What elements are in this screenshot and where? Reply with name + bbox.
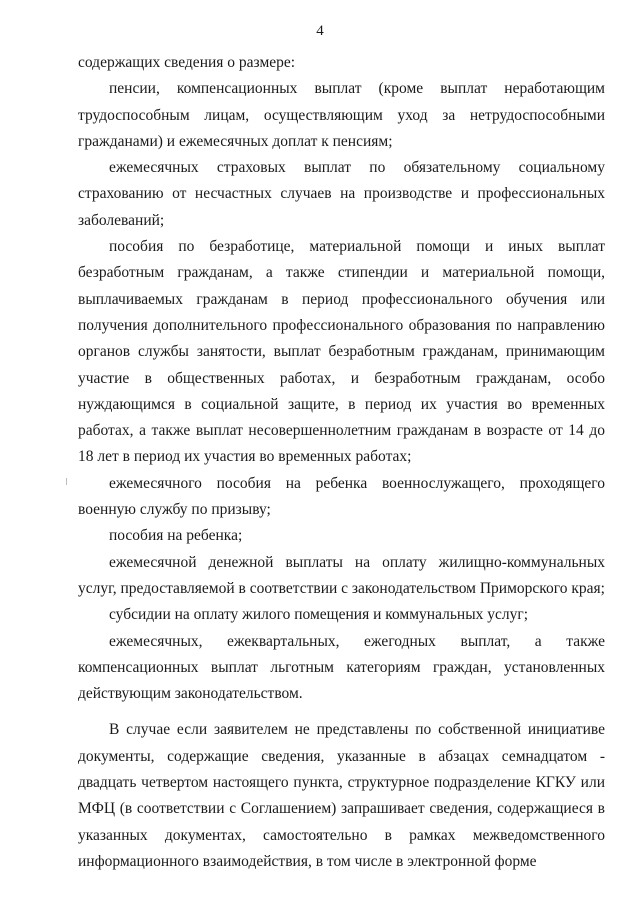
paragraph-periodic-payments: ежемесячных, ежеквартальных, ежегодных выплат, а также компенсационных выплат льготным категориям граждан, установленных действующим законодательством.: [78, 632, 605, 703]
paragraph-military-child-allowance: ежемесячного пособия на ребенка военнослужащего, проходящего военную службу по призыву;: [78, 474, 605, 519]
margin-mark: [66, 478, 67, 485]
paragraph-interagency-request: В случае если заявителем не представлены по собственной инициативе документы, содержащие сведения, указанные в абзацах семнадцатом - двадцать четвертом настоящего пункта, структурное подразделение КГКУ или МФЦ (в соответствии с Соглашением) запрашивает сведения, содержащиеся в указанных документах, самостоятельно в рамках межведомственного информационного взаимодействия, в том числе в электронной форме: [78, 721, 605, 870]
paragraph-child-allowance: пособия на ребенка;: [109, 527, 243, 545]
document-body: [78, 50, 605, 875]
paragraph-housing-subsidy: субсидии на оплату жилого помещения и коммунальных услуг;: [109, 606, 529, 624]
paragraph-insurance-payments: ежемесячных страховых выплат по обязательному социальному страхованию от несчастных случаев на производстве и профессиональных заболеваний;: [78, 159, 605, 229]
paragraph-unemployment-benefits: пособия по безработице, материальной помощи и иных выплат безработным гражданам, а также стипендии и материальной помощи, выплачиваемых гражданам в период профессионального обучения или получения дополнительного профессионального образования по направлению органов службы занятости, выплат безработным гражданам, принимающим участие в общественных работах, и безработным гражданам, особо нуждающимся в социальной защите, в период их участия во временных работах, а также выплат несовершеннолетним гражданам в возрасте от 14 до 18 лет в период их участия во временных работах;: [78, 238, 605, 466]
page-number: 4: [316, 23, 324, 39]
paragraph-lead-in: содержащих сведения о размере:: [78, 54, 296, 71]
paragraph-pensions: пенсии, компенсационных выплат (кроме выплат неработающим трудоспособным лицам, осуществляющим уход за нетрудоспособными гражданами) и ежемесячных доплат к пенсиям;: [78, 80, 605, 150]
paragraph-housing-utility-payment: ежемесячной денежной выплаты на оплату жилищно-коммунальных услуг, предоставляемой в соответствии с законодательством Приморского края;: [78, 553, 605, 597]
